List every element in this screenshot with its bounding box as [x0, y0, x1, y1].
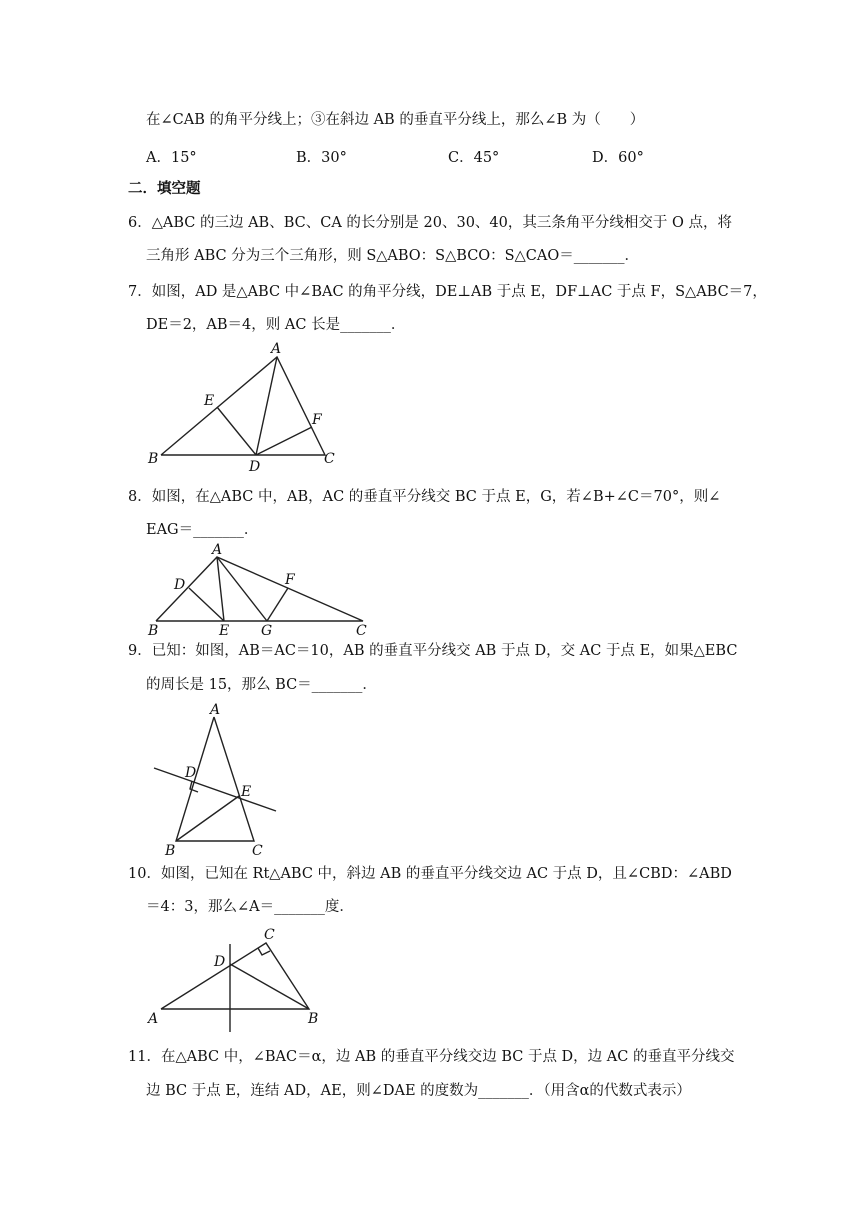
q7-label-d: D	[249, 459, 261, 475]
q7-triangle	[161, 357, 325, 455]
q8-label-f: F	[285, 572, 295, 588]
q8-segment-ae	[217, 557, 224, 621]
q10-line-1: 10．如图，已知在 Rt△ABC 中，斜边 AB 的垂直平分线交边 AC 于点 D，且∠CBD：∠ABD	[128, 866, 732, 882]
q7-line-1: 7．如图，AD 是△ABC 中∠BAC 的角平分线，DE⊥AB 于点 E，DF⊥AC 于点 F，S△ABC＝7，	[128, 284, 767, 300]
q6-line-1: 6．△ABC 的三边 AB、BC、CA 的长分别是 20、30、40，其三条角平分线相交于 O 点，将	[128, 215, 732, 231]
q10-label-c: C	[264, 927, 275, 943]
q9-perpendicular-bisector	[154, 768, 276, 811]
q10-line-2: ＝4：3，那么∠A＝_______度．	[146, 899, 354, 915]
q11-line-1: 11．在△ABC 中，∠BAC＝α，边 AB 的垂直平分线交边 BC 于点 D，边 AC 的垂直平分线交	[128, 1049, 735, 1065]
section-title: 二．填空题	[128, 181, 201, 197]
q7-label-c: C	[324, 451, 335, 467]
q8-label-e: E	[219, 623, 230, 639]
q10-label-b: B	[308, 1011, 319, 1027]
q9-label-c: C	[252, 843, 263, 859]
q9-label-e: E	[241, 784, 252, 800]
q5-option-c: C．45°	[448, 150, 500, 166]
q5-text-line: 在∠CAB 的角平分线上；③在斜边 AB 的垂直平分线上，那么∠B 为（ ）	[146, 112, 645, 128]
q8-label-g: G	[261, 623, 273, 639]
q7-figure	[140, 340, 360, 475]
q8-label-b: B	[148, 623, 159, 639]
q5-options	[146, 146, 706, 166]
q8-label-c: C	[356, 623, 367, 639]
q5-option-d: D．60°	[592, 150, 644, 166]
q7-label-f: F	[312, 412, 322, 428]
q8-label-d: D	[174, 577, 186, 593]
q5-option-b: B．30°	[296, 150, 347, 166]
q10-right-angle-mark	[258, 948, 270, 955]
q7-label-e: E	[204, 393, 215, 409]
q8-line-1: 8．如图，在△ABC 中，AB，AC 的垂直平分线交 BC 于点 E，G，若∠B+∠C＝70°，则∠	[128, 489, 721, 505]
q8-segment-fg	[267, 588, 288, 621]
q8-label-a: A	[212, 542, 223, 558]
q8-line-2: EAG＝_______．	[146, 522, 259, 538]
q5-option-a: A．15°	[146, 150, 197, 166]
q9-label-b: B	[165, 843, 176, 859]
q8-segment-de	[189, 588, 224, 621]
q9-segment-be	[176, 796, 239, 841]
q8-figure	[140, 540, 380, 640]
q6-line-2: 三角形 ABC 分为三个三角形，则 S△ABO：S△BCO：S△CAO＝_______．	[146, 248, 639, 264]
q7-segment-de	[217, 407, 256, 455]
q7-line-2: DE＝2，AB＝4，则 AC 长是_______．	[146, 317, 406, 333]
q9-label-a: A	[210, 702, 221, 718]
q7-label-a: A	[271, 341, 282, 357]
q10-label-a: A	[148, 1011, 159, 1027]
q7-segment-df	[256, 427, 312, 455]
q10-label-d: D	[214, 954, 226, 970]
q9-line-1: 9．已知：如图，AB＝AC＝10，AB 的垂直平分线交 AB 于点 D，交 AC 于点 E，如果△EBC	[128, 643, 738, 659]
q11-line-2: 边 BC 于点 E，连结 AD，AE，则∠DAE 的度数为_______．（用含α的代数式表示）	[146, 1083, 691, 1099]
q10-segment-bd	[230, 964, 309, 1009]
q9-label-d: D	[185, 765, 197, 781]
q10-figure	[140, 922, 340, 1042]
q8-segment-ag	[217, 557, 267, 621]
q9-figure	[145, 700, 285, 860]
q7-label-b: B	[148, 451, 159, 467]
q10-triangle	[161, 943, 309, 1009]
q9-line-2: 的周长是 15，那么 BC＝_______．	[146, 677, 377, 693]
